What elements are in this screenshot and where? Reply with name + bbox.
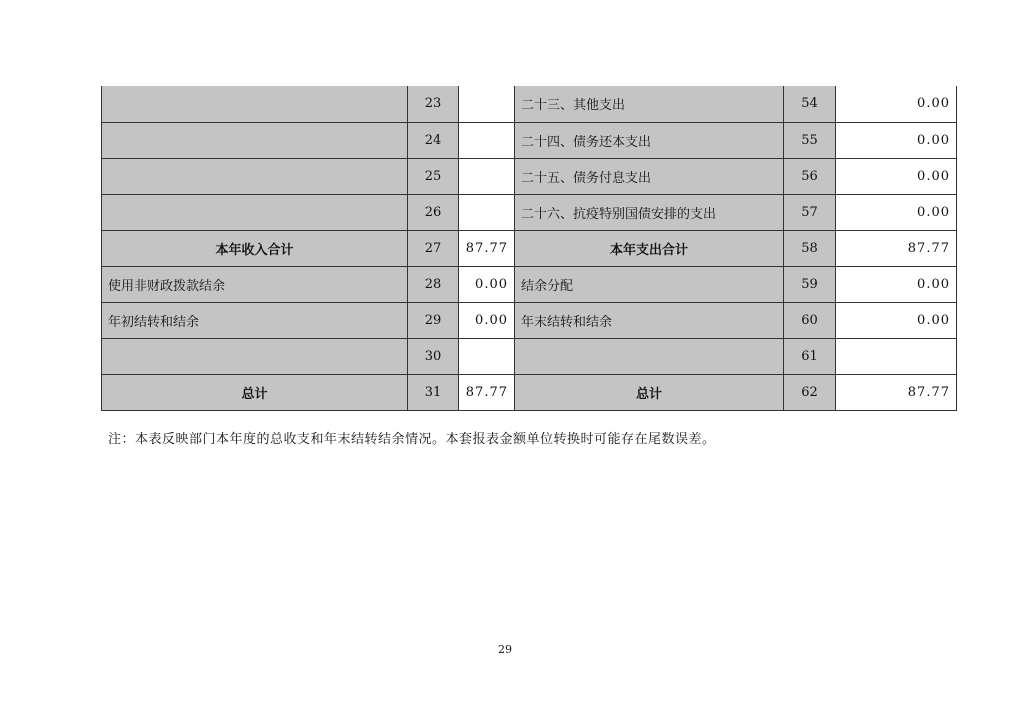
table-body <box>102 86 957 410</box>
expenditure-amount-cell: 0.00 <box>836 266 957 302</box>
table-row <box>102 158 957 194</box>
income-row-number-cell: 27 <box>408 230 459 266</box>
expenditure-item-cell: 结余分配 <box>515 266 784 302</box>
expenditure-row-number-cell: 62 <box>784 374 836 410</box>
expenditure-row-number-cell: 59 <box>784 266 836 302</box>
income-item-cell: 总计 <box>102 374 408 410</box>
income-amount-cell <box>459 338 515 374</box>
page-number: 29 <box>498 643 512 656</box>
table-row <box>102 338 957 374</box>
income-row-number-cell: 26 <box>408 194 459 230</box>
income-item-cell <box>102 122 408 158</box>
income-amount-cell: 87.77 <box>459 230 515 266</box>
income-row-number-cell: 29 <box>408 302 459 338</box>
expenditure-amount-cell: 0.00 <box>836 302 957 338</box>
expenditure-item-cell: 二十五、债务付息支出 <box>515 158 784 194</box>
expenditure-item-cell: 总计 <box>515 374 784 410</box>
expenditure-row-number-cell: 60 <box>784 302 836 338</box>
expenditure-amount-cell: 0.00 <box>836 86 957 122</box>
income-amount-cell: 0.00 <box>459 266 515 302</box>
expenditure-row-number-cell: 58 <box>784 230 836 266</box>
table-row <box>102 230 957 266</box>
income-amount-cell <box>459 158 515 194</box>
income-row-number-cell: 30 <box>408 338 459 374</box>
expenditure-item-cell <box>515 338 784 374</box>
expenditure-row-number-cell: 61 <box>784 338 836 374</box>
income-item-cell: 使用非财政拨款结余 <box>102 266 408 302</box>
table-row <box>102 86 957 122</box>
income-item-cell: 本年收入合计 <box>102 230 408 266</box>
income-item-cell <box>102 338 408 374</box>
expenditure-row-number-cell: 56 <box>784 158 836 194</box>
expenditure-row-number-cell: 57 <box>784 194 836 230</box>
income-amount-cell <box>459 86 515 122</box>
income-amount-cell <box>459 122 515 158</box>
income-row-number-cell: 25 <box>408 158 459 194</box>
income-item-cell: 年初结转和结余 <box>102 302 408 338</box>
expenditure-item-cell: 本年支出合计 <box>515 230 784 266</box>
expenditure-row-number-cell: 54 <box>784 86 836 122</box>
income-row-number-cell: 24 <box>408 122 459 158</box>
expenditure-amount-cell: 87.77 <box>836 230 957 266</box>
table-row <box>102 194 957 230</box>
income-amount-cell <box>459 194 515 230</box>
expenditure-amount-cell <box>836 338 957 374</box>
income-amount-cell: 87.77 <box>459 374 515 410</box>
income-item-cell <box>102 194 408 230</box>
table-row <box>102 122 957 158</box>
expenditure-item-cell: 二十三、其他支出 <box>515 86 784 122</box>
table-row <box>102 266 957 302</box>
expenditure-amount-cell: 87.77 <box>836 374 957 410</box>
expenditure-row-number-cell: 55 <box>784 122 836 158</box>
expenditure-amount-cell: 0.00 <box>836 158 957 194</box>
expenditure-amount-cell: 0.00 <box>836 194 957 230</box>
expenditure-item-cell: 二十四、债务还本支出 <box>515 122 784 158</box>
expenditure-item-cell: 二十六、抗疫特别国债安排的支出 <box>515 194 784 230</box>
income-amount-cell: 0.00 <box>459 302 515 338</box>
income-row-number-cell: 31 <box>408 374 459 410</box>
income-item-cell <box>102 158 408 194</box>
income-expenditure-table <box>101 86 957 411</box>
table-note: 注：本表反映部门本年度的总收支和年末结转结余情况。本套报表金额单位转换时可能存在尾数误差。 <box>108 432 716 447</box>
expenditure-amount-cell: 0.00 <box>836 122 957 158</box>
income-row-number-cell: 28 <box>408 266 459 302</box>
table-row <box>102 302 957 338</box>
income-row-number-cell: 23 <box>408 86 459 122</box>
table-row <box>102 374 957 410</box>
income-item-cell <box>102 86 408 122</box>
expenditure-item-cell: 年末结转和结余 <box>515 302 784 338</box>
